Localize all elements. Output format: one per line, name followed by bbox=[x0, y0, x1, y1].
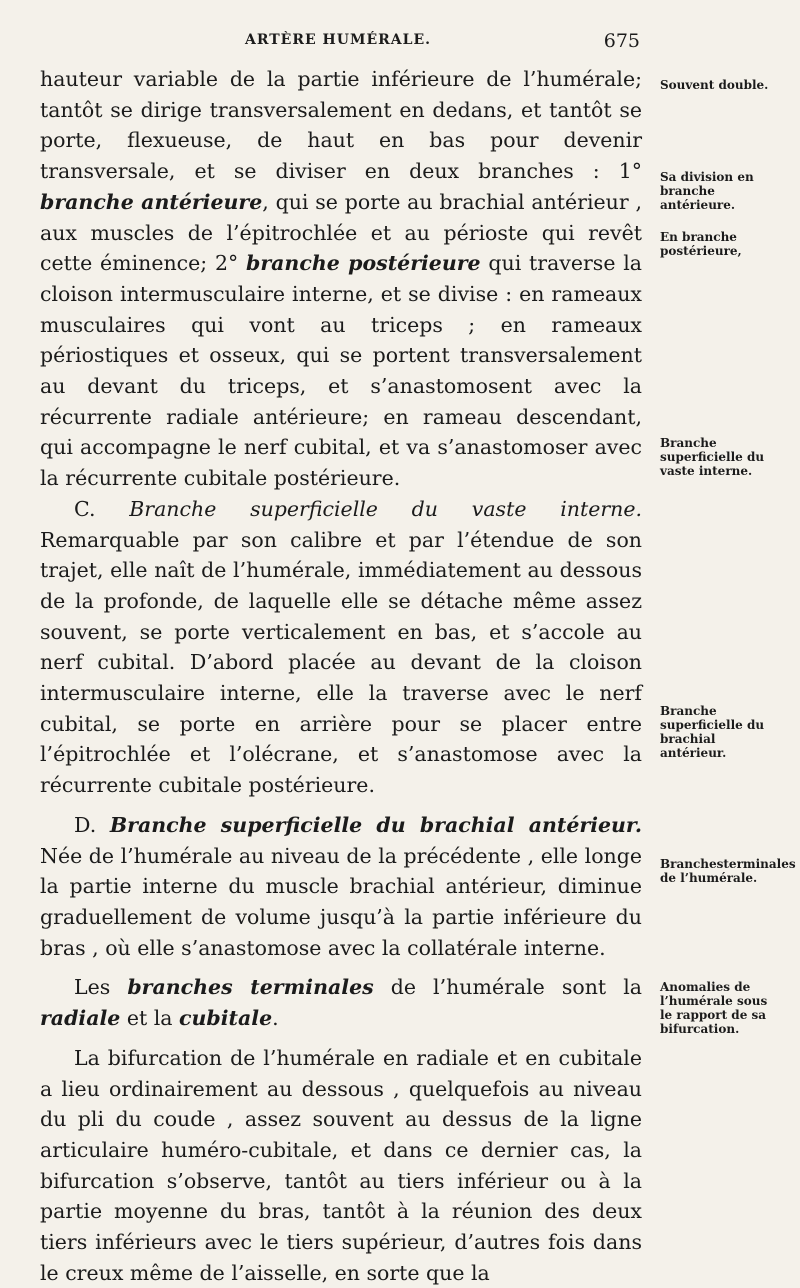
text-run: Les bbox=[74, 975, 128, 1000]
margin-note-brachial-anterieur: Branche superficielle du brachial antérieur. bbox=[660, 704, 765, 760]
text-run: et la bbox=[120, 1006, 180, 1031]
text-run: Née de l’humérale au niveau de la précédente , elle longe la partie interne du muscle brachial antérieur, diminue graduellement de volume jusqu’à la partie inférieure du bras , où elle s’anastomose avec la collatérale interne. bbox=[40, 843, 642, 960]
italic-term: radiale bbox=[40, 1006, 121, 1031]
italic-term: branches terminales bbox=[127, 975, 374, 1000]
paragraph-branch-vaste-interne bbox=[40, 494, 642, 801]
main-text bbox=[40, 64, 642, 1288]
italic-term: branche antérieure bbox=[40, 189, 263, 214]
paragraph-bifurcation bbox=[40, 1043, 642, 1288]
section-letter: D. bbox=[74, 812, 110, 837]
section-letter: C. bbox=[74, 496, 130, 521]
running-title: ARTÈRE HUMÉRALE. bbox=[245, 32, 432, 48]
margin-note-branches-terminales: Branchesterminales de l’humérale. bbox=[660, 857, 796, 885]
paragraph-branch-brachial-anterieur bbox=[40, 810, 642, 964]
text-run: La bifurcation de l’humérale en radiale et en cubitale a lieu ordinairement au dessous , quelquefois au niveau du pli du coude , assez souvent au dessus de la ligne articulaire huméro-cubitale, et dans ce dernier cas, la bifurcation s’observe, tantôt au tiers inférieur ou à la partie moyenne du bras, tantôt à la réunion des deux tiers inférieurs avec le tiers supérieur, d’autres fois dans le creux même de l’aisselle, en sorte que la bbox=[40, 1045, 642, 1285]
section-heading: Branche superficielle du vaste interne. bbox=[129, 496, 642, 521]
paragraph-terminal-branches bbox=[40, 972, 642, 1033]
text-run: de l’humérale sont la bbox=[373, 975, 642, 1000]
text-run: . bbox=[272, 1006, 279, 1031]
section-heading: Branche superficielle du brachial antérieur. bbox=[109, 812, 642, 837]
margin-note-branche-posterieure: En branche postérieure, bbox=[660, 230, 742, 258]
text-run: Remarquable par son calibre et par l’étendue de son trajet, elle naît de l’humérale, immédiatement au dessous de la profonde, de laquelle elle se détache même assez souvent, se porte verticalement en bas, et s’accole au nerf cubital. D’abord placée au devant de la cloison intermusculaire interne, elle la traverse avec le nerf cubital, se porte en arrière pour se placer entre l’épitrochlée et l’olécrane, et s’anastomose avec la récurrente cubitale postérieure. bbox=[40, 527, 642, 798]
page-number: 675 bbox=[603, 30, 640, 52]
paragraph-continuation bbox=[40, 64, 642, 494]
text-run: , qui se porte au brachial antérieur , aux muscles de l’épitrochlée et au périoste qui revêt cette éminence; 2° bbox=[40, 189, 642, 276]
italic-term: branche postérieure bbox=[246, 251, 481, 276]
margin-note-anomalies-bifurcation: Anomalies de l’humérale sous le rapport de sa bifurcation. bbox=[660, 980, 768, 1036]
italic-term: cubitale bbox=[179, 1006, 273, 1031]
margin-note-souvent-double: Souvent double. bbox=[660, 78, 769, 92]
text-run: hauteur variable de la partie inférieure de l’humérale; tantôt se dirige transversalement en dedans, et tantôt se porte, flexueuse, de haut en bas pour devenir transversale, et se diviser en deux branches : 1° bbox=[40, 67, 642, 184]
text-run: qui traverse la cloison intermusculaire interne, et se divise : en rameaux musculaires qui vont au triceps ; en rameaux périostiques et osseux, qui se portent transversalement au devant du triceps, et s’anastomosent avec la récurrente radiale antérieure; en rameau descendant, qui accompagne le nerf cubital, et va s’anastomoser avec la récurrente cubitale postérieure. bbox=[40, 251, 643, 491]
page-header bbox=[40, 30, 640, 54]
margin-note-branche-anterieure: Sa division en branche antérieure. bbox=[660, 170, 754, 212]
margin-note-vaste-interne: Branche superficielle du vaste interne. bbox=[660, 436, 765, 478]
